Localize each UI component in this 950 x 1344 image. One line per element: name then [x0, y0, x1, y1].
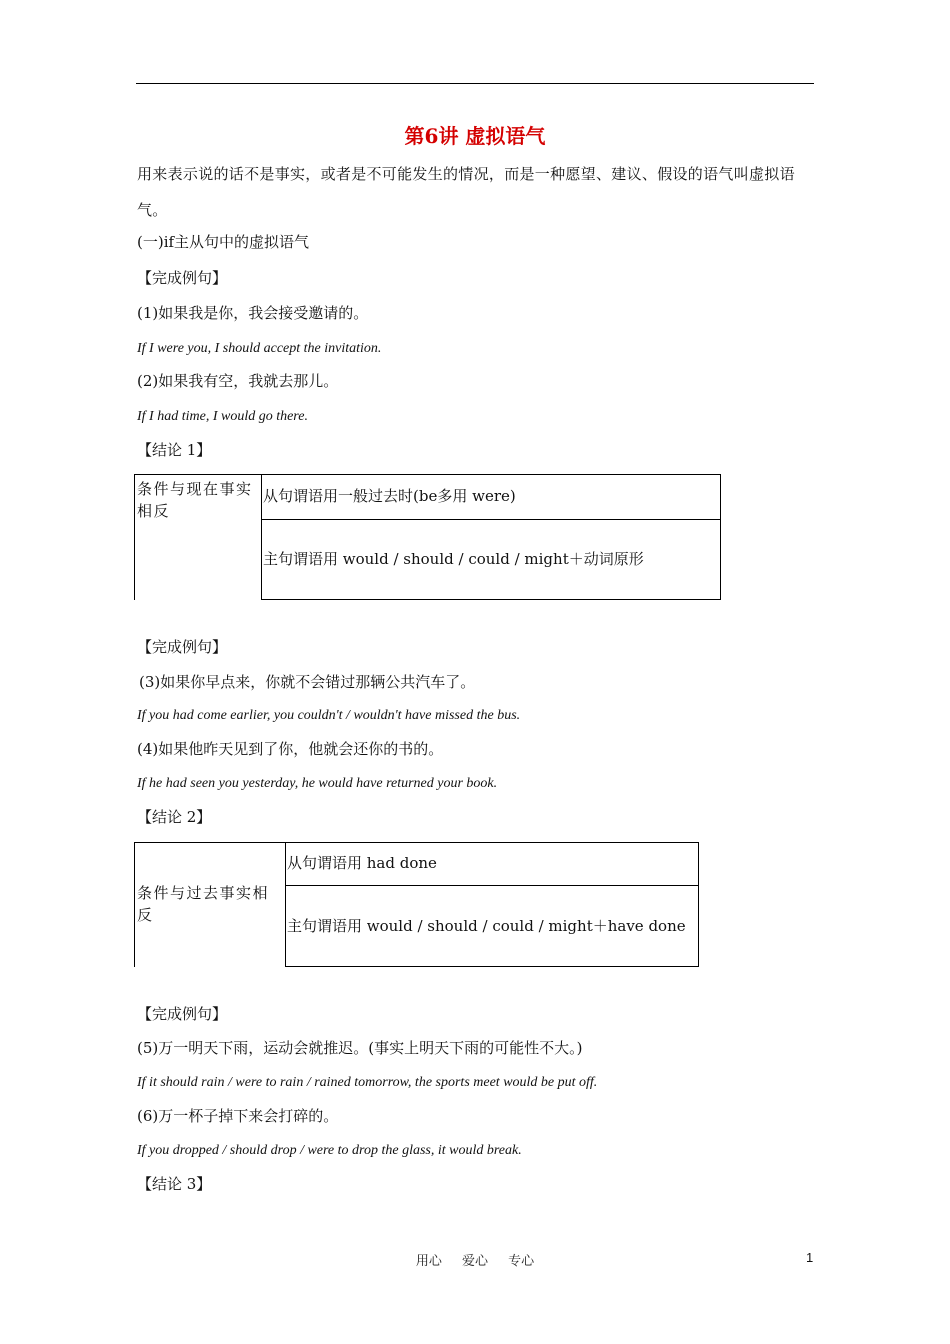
- footer-item: 用心: [415, 1254, 442, 1269]
- example-cn: (5)万一明天下雨，运动会就推迟。(事实上明天下雨的可能性不大。): [137, 1039, 583, 1057]
- page-title: 第6讲 虚拟语气: [404, 124, 546, 148]
- page-number: 1: [806, 1250, 814, 1265]
- footer-item: 爱心: [461, 1254, 488, 1269]
- table-clause-rule: 从句谓语用一般过去时(be多用 were): [263, 487, 516, 505]
- table-condition-cell: 条件与现在事实相反: [137, 480, 253, 520]
- table-main-rule: 主句谓语用 would / should / could / might＋动词原形: [263, 550, 644, 568]
- example-cn: (2)如果我有空，我就去那儿。: [137, 372, 339, 390]
- table-clause-rule: 从句谓语用 had done: [287, 854, 437, 872]
- example-en: If you dropped / should drop / were to drop the glass, it would break.: [137, 1143, 522, 1158]
- practice-label: 【完成例句】: [137, 1005, 228, 1023]
- conclusion-label: 【结论 2】: [137, 808, 212, 826]
- example-cn: (3)如果你早点来，你就不会错过那辆公共汽车了。: [139, 673, 476, 691]
- footer-item: 专心: [508, 1254, 535, 1269]
- table-condition-cell: 条件与过去事实相反: [137, 884, 270, 924]
- example-en: If it should rain / were to rain / rained tomorrow, the sports meet would be put off.: [137, 1075, 598, 1090]
- conclusion-label: 【结论 1】: [137, 441, 212, 459]
- example-cn: (4)如果他昨天见到了你，他就会还你的书的。: [137, 740, 444, 758]
- conclusion-label: 【结论 3】: [137, 1175, 212, 1193]
- example-cn: (1)如果我是你，我会接受邀请的。: [137, 304, 369, 322]
- example-en: If he had seen you yesterday, he would have returned your book.: [137, 776, 498, 791]
- example-en: If I were you, I should accept the invitation.: [137, 341, 382, 356]
- example-en: If I had time, I would go there.: [137, 409, 308, 424]
- section-heading: (一)if主从句中的虚拟语气: [137, 233, 310, 251]
- example-en: If you had come earlier, you couldn't / wouldn't have missed the bus.: [137, 708, 521, 723]
- practice-label: 【完成例句】: [137, 638, 228, 656]
- example-cn: (6)万一杯子掉下来会打碎的。: [137, 1107, 339, 1125]
- header-rule: [136, 83, 814, 84]
- practice-label: 【完成例句】: [137, 269, 228, 287]
- table-main-rule: 主句谓语用 would / should / could / might＋have done: [287, 917, 686, 935]
- intro-paragraph: 用来表示说的话不是事实，或者是不可能发生的情况，而是一种愿望、建议、假设的语气叫虚拟语气。: [137, 165, 795, 219]
